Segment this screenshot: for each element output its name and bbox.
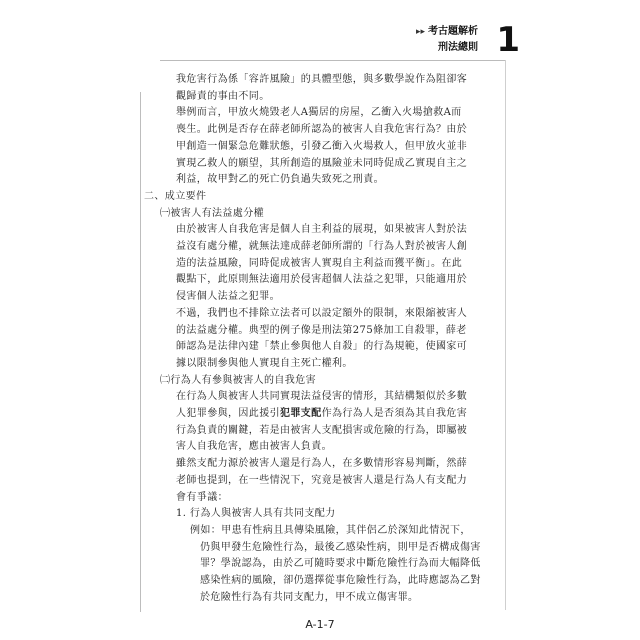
text-line: 我危害行為係「容許風險」的具體型態，與多數學說作為阻卻客 (176, 74, 468, 85)
double-arrow-icon: ▸▸ (415, 27, 425, 37)
header-title: 刑法總則 (438, 42, 478, 53)
text-line: 舉例而言，甲放火燒毀老人A獨居的房屋，乙衝入火場搶救A而 (176, 107, 462, 119)
running-header (320, 22, 520, 62)
page-number: A-1-7 (305, 618, 335, 631)
text-line: 老師也提到，在一些情況下，究竟是被害人還是行為人有支配力 (176, 474, 468, 486)
text-line: 實現乙救人的願望，其所創造的風險並未同時促成乙實現自主之 (176, 157, 468, 169)
text-line: 利益，故甲對乙的死亡仍負過失致死之刑責。 (176, 174, 384, 186)
right-margin-line (505, 60, 506, 610)
text-line: 喪生。此例是否存在薛老師所認為的被害人自我危害行為？由於 (176, 124, 468, 136)
chapter-number: 1 (496, 20, 520, 60)
text-line: 由於被害人自我危害是個人自主利益的展現，如果被害人對於法 (176, 224, 468, 236)
emphasis-term: 犯罪支配 (280, 408, 322, 420)
header-subtitle: ▸▸ 考古題解析 (415, 26, 478, 37)
body-text (144, 72, 500, 607)
list-item-heading: 1. 行為人與被害人具有共同支配力 (176, 508, 336, 520)
text-line: 會有爭議： (176, 491, 228, 503)
text-line: 感染性病的風險，卻仍選擇從事危險性行為，此時應認為乙對 (200, 575, 481, 587)
text-line: 害人自我危害，應由被害人負責。 (176, 441, 332, 453)
subsection-heading: ㈠被害人有法益處分權 (160, 207, 264, 219)
text-line: 例如：甲患有性病且具傳染風險，其伴侶乙於深知此情況下， (190, 524, 471, 536)
text-line: 在行為人與被害人共同實現法益侵害的情形，其結構類似於多數 (176, 391, 468, 403)
text-line: 造的法益風險，同時促成被害人實現自主利益而獲平衡」。在此 (176, 257, 463, 269)
text-run: 作為行為人是否須為其自我危害 (321, 408, 468, 420)
header-meta (416, 24, 478, 56)
header-divider (160, 60, 505, 61)
text-line: 不過，我們也不排除立法者可以設定額外的限制，來限縮被害人 (176, 307, 468, 319)
text-run: 人犯罪參與，因此援引 (176, 408, 280, 420)
text-line (160, 406, 500, 423)
subsection-heading: ㈡行為人有參與被害人的自我危害 (160, 374, 316, 386)
text-line: 據以限制參與他人實現自主死亡權利。 (176, 357, 353, 369)
text-line: 的法益處分權。典型的例子像是刑法第275條加工自殺罪，薛老 (176, 324, 467, 336)
text-line: 仍與甲發生危險性行為，最後乙感染性病，則甲是否構成傷害 (200, 541, 481, 553)
text-line: 罪？學說認為，由於乙可隨時要求中斷危險性行為而大幅降低 (200, 558, 481, 570)
text-line: 侵害個人法益之犯罪。 (176, 291, 280, 303)
text-line: 雖然支配力源於被害人還是行為人，在多數情形容易判斷，然薛 (176, 458, 468, 470)
text-line: 行為負責的關鍵，若是由被害人支配損害或危險的行為，即屬被 (176, 424, 468, 436)
text-line: 觀歸責的事由不同。 (176, 90, 270, 102)
left-margin-line (140, 92, 141, 612)
text-line: 益沒有處分權，就無法達成薛老師所謂的「行為人對於被害人創 (176, 241, 468, 253)
text-line: 於危險性行為有共同支配力，甲不成立傷害罪。 (200, 591, 419, 603)
text-line: 觀點下，此原則無法適用於侵害超個人法益之犯罪，只能適用於 (176, 274, 468, 286)
section-heading: 二、成立要件 (144, 190, 207, 202)
text-line: 甲創造一個緊急危難狀態，引發乙衝入火場救人，但甲放火並非 (176, 140, 468, 152)
text-line: 師認為是法律內建「禁止參與他人自殺」的行為規範，使國家可 (176, 341, 468, 353)
